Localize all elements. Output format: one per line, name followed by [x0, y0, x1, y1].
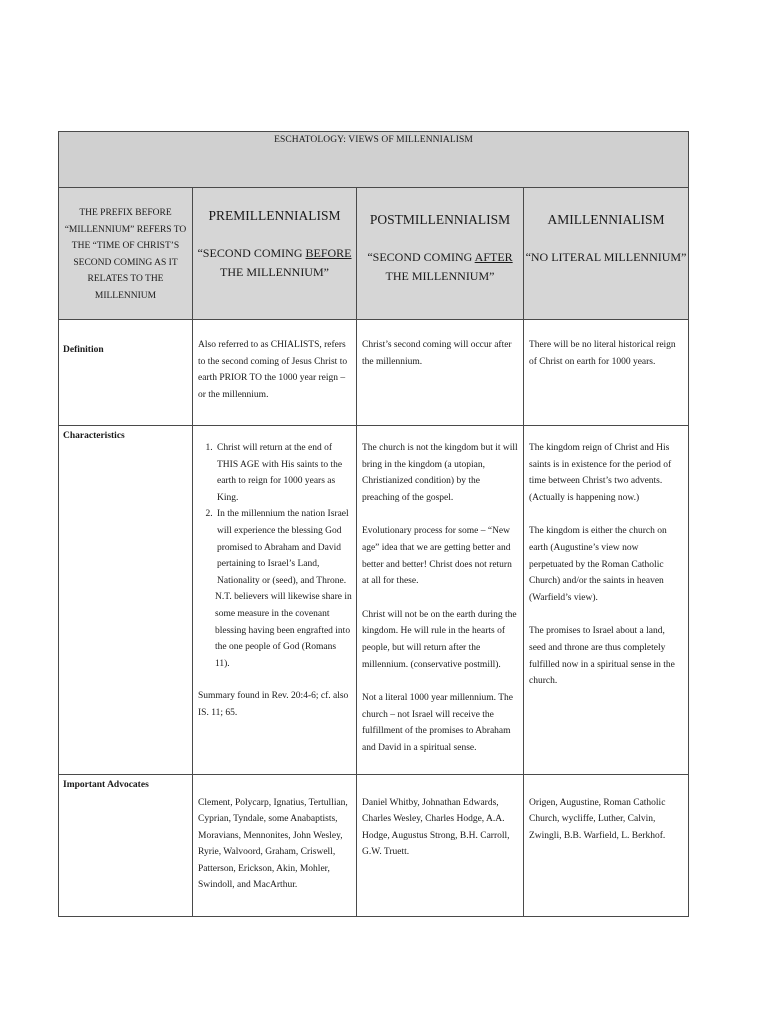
header-postmillennialism [357, 188, 524, 320]
table-title: ESCHATOLOGY: VIEWS OF MILLENNIALISM [59, 132, 689, 188]
characteristics-post [357, 426, 524, 775]
view-subtitle: “NO LITERAL MILLENNIUM” [525, 250, 687, 264]
definition-post: Christ’s second coming will occur after the millennium. [357, 320, 524, 426]
list-item: 2. In the millennium the nation Israel will experience the blessing God promised to Abraham and David pertaining to Israel’s Land, Nationality or (seed), and Throne. [215, 506, 352, 589]
row-label-characteristics: Characteristics [59, 426, 193, 775]
definition-row [59, 320, 689, 426]
characteristics-list [198, 440, 352, 589]
definition-pre: Also referred to as CHIALISTS, refers to the second coming of Jesus Christ to earth PRIOR TO the 1000 year reign – or the millennium. [193, 320, 357, 426]
paragraph: The promises to Israel about a land, seed and throne are thus completely fulfilled now in a spiritual sense in the church. [529, 626, 675, 687]
view-name: AMILLENNIALISM [547, 212, 665, 227]
paragraph: The kingdom reign of Christ and His saints is in existence for the period of time between Christ’s two advents. (Actually is happening now.) [529, 443, 672, 503]
header-row [59, 188, 689, 320]
advocates-amil: Origen, Augustine, Roman Catholic Church, wycliffe, Luther, Calvin, Zwingli, B.B. Warfield, L. Berkhof. [524, 774, 689, 916]
characteristics-pre [193, 426, 357, 775]
characteristics-pre-summary: Summary found in Rev. 20:4-6; cf. also IS. 11; 65. [198, 691, 349, 718]
characteristics-pre-continuation: N.T. believers will likewise share in some measure in the covenant blessing having been engrafted into the one people of God (Romans 11). [215, 592, 352, 669]
header-amillennialism [524, 188, 689, 320]
paragraph: Evolutionary process for some – “New age” idea that we are getting better and better and better! Christ does not return at all for these. [362, 526, 512, 587]
paragraph: The kingdom is either the church on earth (Augustine’s view now perpetuated by the Roman Catholic Church) and/or the saints in heaven (Warfield’s view). [529, 526, 667, 603]
list-item: 1. Christ will return at the end of THIS AGE with His saints to the earth to reign for 1000 years as King. [215, 440, 352, 506]
view-subtitle: “SECOND COMING BEFORE THE MILLENNIUM” [197, 246, 352, 279]
definition-amil: There will be no literal historical reign of Christ on earth for 1000 years. [524, 320, 689, 426]
paragraph: Christ will not be on the earth during the kingdom. He will rule in the hearts of people, but will return after the millennium. (conservative postmill). [362, 609, 517, 670]
header-premillennialism [193, 188, 357, 320]
advocates-pre: Clement, Polycarp, Ignatius, Tertullian, Cyprian, Tyndale, some Anabaptists, Moravians, Mennonites, John Wesley, Ryrie, Walvoord, Graham, Criswell, Patterson, Erickson, Akin, Mohler, Swindoll, and MacArthur. [193, 774, 357, 916]
paragraph: Not a literal 1000 year millennium. The church – not Israel will receive the fulfillment of the promises to Abraham and David in a spiritual sense. [362, 693, 513, 753]
row-label-definition: Definition [59, 320, 193, 426]
view-name: POSTMILLENNIALISM [369, 212, 511, 227]
millennialism-table [58, 131, 689, 917]
view-subtitle: “SECOND COMING AFTER THE MILLENNIUM” [367, 250, 513, 283]
paragraph: The church is not the kingdom but it will bring in the kingdom (a utopian, Christianized condition) by the preaching of the gospel. [362, 443, 518, 503]
characteristics-amil [524, 426, 689, 775]
advocates-post: Daniel Whitby, Johnathan Edwards, Charles Wesley, Charles Hodge, A.A. Hodge, Augustus Strong, B.H. Carroll, G.W. Truett. [357, 774, 524, 916]
row-label-advocates: Important Advocates [59, 774, 193, 916]
prefix-note: THE PREFIX BEFORE “MILLENNIUM” REFERS TO THE “TIME OF CHRIST’S SECOND COMING AS IT RELATES TO THE MILLENNIUM [59, 188, 193, 320]
advocates-row [59, 774, 689, 916]
characteristics-row [59, 426, 689, 775]
view-name: PREMILLENNIALISM [208, 208, 341, 223]
